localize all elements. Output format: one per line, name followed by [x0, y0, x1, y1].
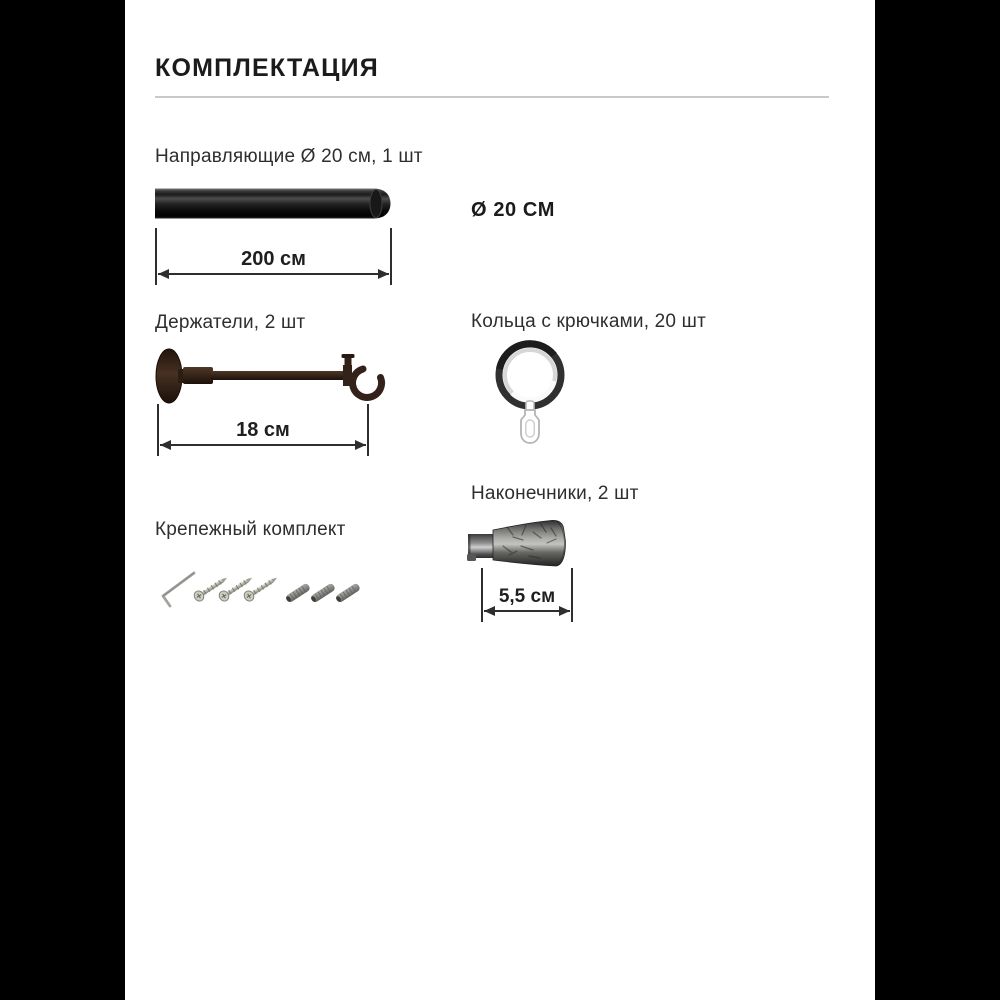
- finial-width-value: 5,5 см: [498, 586, 556, 607]
- finial-cone-illustration: [463, 512, 569, 572]
- rings-label: Кольца с крючками, 20 шт: [471, 311, 707, 332]
- wall-anchor-icon: [335, 582, 361, 603]
- dimension-line: [158, 273, 389, 275]
- screw-icon: [242, 573, 280, 602]
- rail-length-dimension: [155, 228, 392, 285]
- dimension-line: [160, 444, 366, 446]
- arrowhead-right-icon: [559, 606, 570, 616]
- hex-key-icon: [163, 573, 194, 606]
- arrowhead-right-icon: [355, 440, 366, 450]
- rail-length-value: 200 см: [241, 248, 306, 270]
- ring-with-hook-illustration: [492, 339, 568, 447]
- wall-anchor-icon: [310, 582, 336, 603]
- pillarbox-left: [0, 0, 125, 1000]
- arrowhead-left-icon: [484, 606, 495, 616]
- finials-label: Наконечники, 2 шт: [471, 483, 639, 504]
- curtain-rod-illustration: [155, 188, 391, 219]
- finial-width-dimension: [481, 568, 573, 622]
- dimension-line: [484, 610, 570, 612]
- arrowhead-right-icon: [378, 269, 389, 279]
- pillarbox-right: [875, 0, 1000, 1000]
- curtain-hook-icon: [521, 410, 539, 443]
- holder-length-value: 18 см: [236, 419, 290, 441]
- page-title: КОМПЛЕКТАЦИЯ: [155, 54, 379, 82]
- arrowhead-left-icon: [158, 269, 169, 279]
- fasteners-label: Крепежный комплект: [155, 519, 346, 540]
- wall-bracket-illustration: [153, 344, 393, 408]
- rail-diameter-callout: Ø 20 СМ: [471, 199, 555, 221]
- hex-key-screws-anchors-illustration: [155, 560, 367, 608]
- title-divider: [155, 96, 829, 98]
- holders-label: Держатели, 2 шт: [155, 312, 306, 333]
- arrowhead-left-icon: [160, 440, 171, 450]
- holder-length-dimension: [157, 404, 369, 456]
- wall-anchor-icon: [285, 582, 311, 603]
- rail-label: Направляющие Ø 20 см, 1 шт: [155, 146, 423, 167]
